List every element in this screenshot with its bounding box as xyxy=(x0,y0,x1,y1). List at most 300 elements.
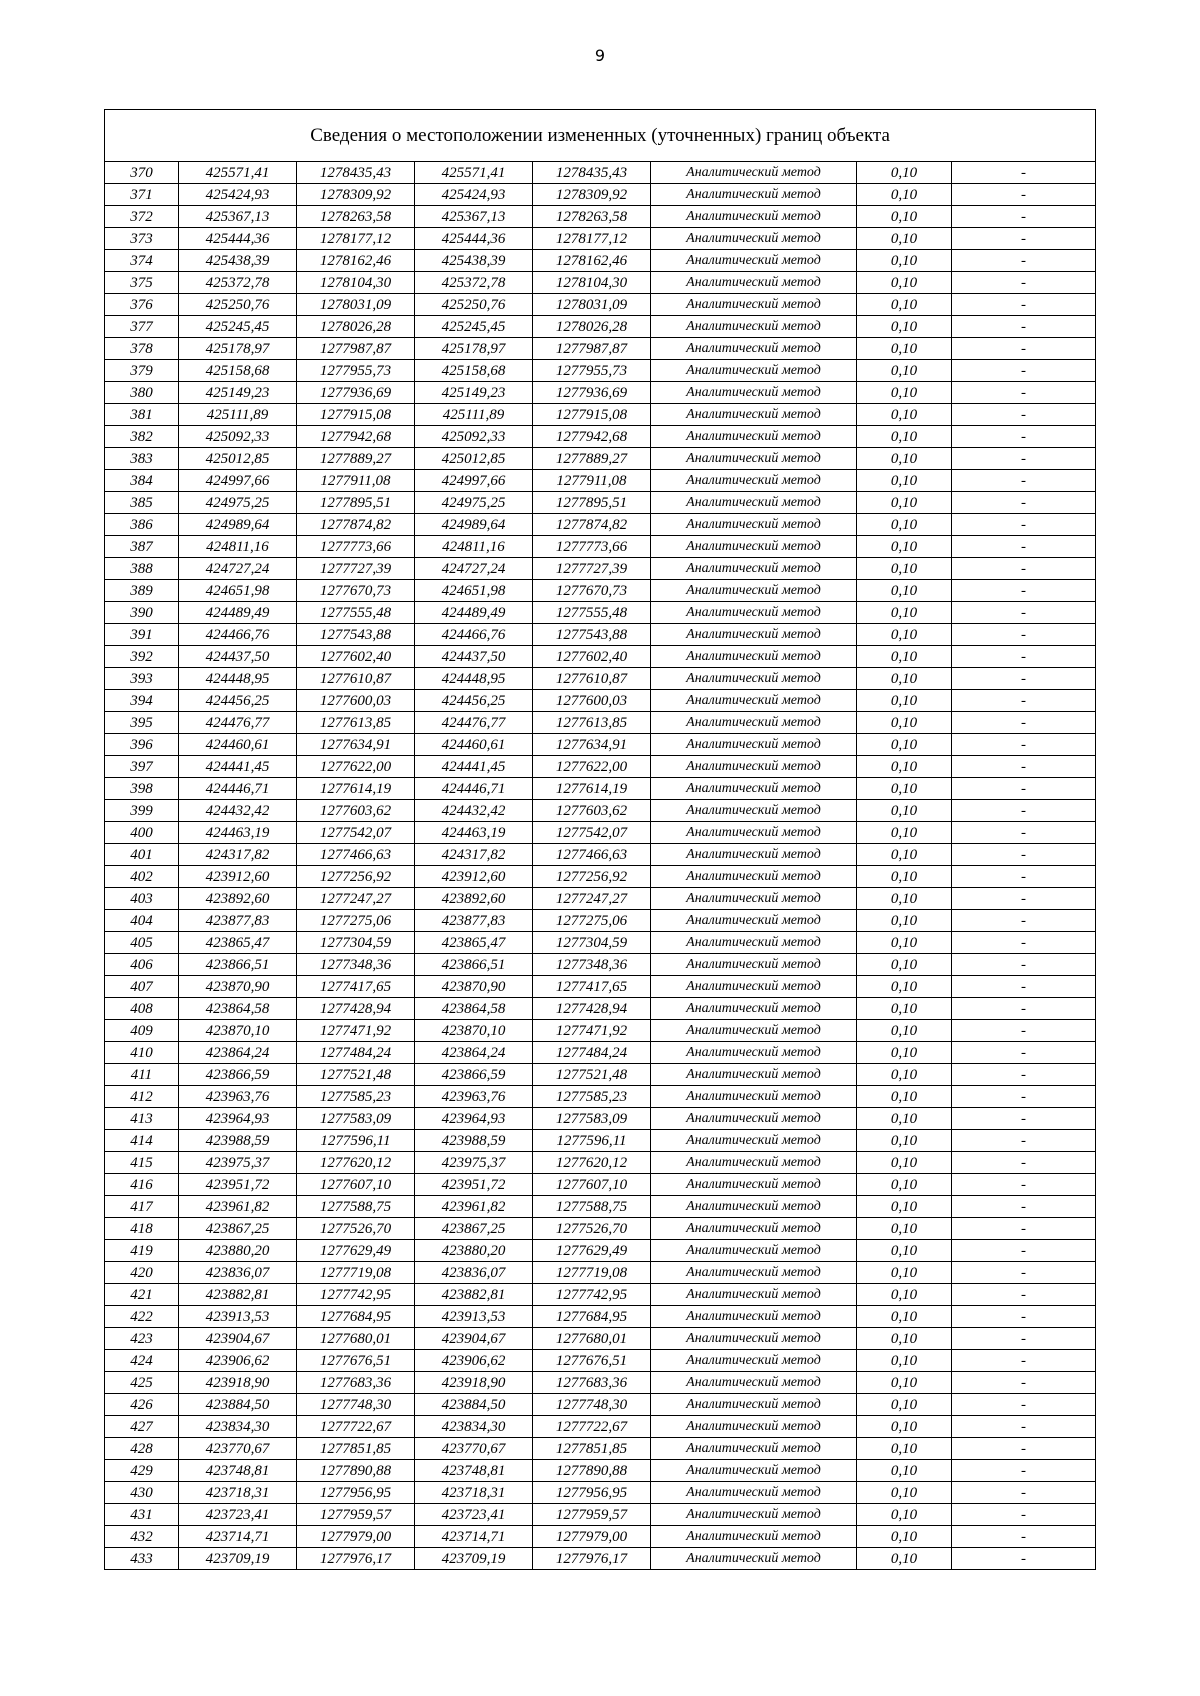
point-number-cell: 421 xyxy=(105,1284,179,1306)
precision-cell: 0,10 xyxy=(857,1064,952,1086)
x-new-cell: 423836,07 xyxy=(415,1262,533,1284)
y-existing-cell: 1277256,92 xyxy=(297,866,415,888)
description-cell: - xyxy=(952,690,1096,712)
y-new-cell: 1277851,85 xyxy=(533,1438,651,1460)
method-cell: Аналитический метод xyxy=(651,932,857,954)
y-new-cell: 1277942,68 xyxy=(533,426,651,448)
method-cell: Аналитический метод xyxy=(651,756,857,778)
y-new-cell: 1277275,06 xyxy=(533,910,651,932)
y-existing-cell: 1277247,27 xyxy=(297,888,415,910)
description-cell: - xyxy=(952,1350,1096,1372)
precision-cell: 0,10 xyxy=(857,756,952,778)
x-new-cell: 424460,61 xyxy=(415,734,533,756)
method-cell: Аналитический метод xyxy=(651,162,857,184)
y-existing-cell: 1278263,58 xyxy=(297,206,415,228)
page-number: 9 xyxy=(594,46,606,65)
x-new-cell: 424456,25 xyxy=(415,690,533,712)
table-row xyxy=(105,448,1096,470)
precision-cell: 0,10 xyxy=(857,602,952,624)
x-existing-cell: 423877,83 xyxy=(179,910,297,932)
method-cell: Аналитический метод xyxy=(651,1108,857,1130)
precision-cell: 0,10 xyxy=(857,360,952,382)
y-existing-cell: 1278177,12 xyxy=(297,228,415,250)
x-new-cell: 425178,97 xyxy=(415,338,533,360)
x-new-cell: 424463,19 xyxy=(415,822,533,844)
description-cell: - xyxy=(952,360,1096,382)
precision-cell: 0,10 xyxy=(857,668,952,690)
point-number-cell: 422 xyxy=(105,1306,179,1328)
description-cell: - xyxy=(952,470,1096,492)
x-existing-cell: 423865,47 xyxy=(179,932,297,954)
precision-cell: 0,10 xyxy=(857,888,952,910)
description-cell: - xyxy=(952,1438,1096,1460)
y-new-cell: 1277634,91 xyxy=(533,734,651,756)
method-cell: Аналитический метод xyxy=(651,1350,857,1372)
table-row xyxy=(105,1130,1096,1152)
y-existing-cell: 1277526,70 xyxy=(297,1218,415,1240)
y-new-cell: 1278263,58 xyxy=(533,206,651,228)
x-existing-cell: 424448,95 xyxy=(179,668,297,690)
y-existing-cell: 1277583,09 xyxy=(297,1108,415,1130)
precision-cell: 0,10 xyxy=(857,558,952,580)
x-new-cell: 423913,53 xyxy=(415,1306,533,1328)
point-number-cell: 388 xyxy=(105,558,179,580)
method-cell: Аналитический метод xyxy=(651,888,857,910)
x-new-cell: 424651,98 xyxy=(415,580,533,602)
description-cell: - xyxy=(952,162,1096,184)
y-new-cell: 1277680,01 xyxy=(533,1328,651,1350)
x-existing-cell: 423834,30 xyxy=(179,1416,297,1438)
y-existing-cell: 1277727,39 xyxy=(297,558,415,580)
precision-cell: 0,10 xyxy=(857,404,952,426)
table-row xyxy=(105,1196,1096,1218)
method-cell: Аналитический метод xyxy=(651,1174,857,1196)
description-cell: - xyxy=(952,382,1096,404)
x-new-cell: 423709,19 xyxy=(415,1548,533,1570)
y-existing-cell: 1278026,28 xyxy=(297,316,415,338)
point-number-cell: 406 xyxy=(105,954,179,976)
y-new-cell: 1277596,11 xyxy=(533,1130,651,1152)
x-new-cell: 423961,82 xyxy=(415,1196,533,1218)
point-number-cell: 428 xyxy=(105,1438,179,1460)
point-number-cell: 370 xyxy=(105,162,179,184)
table-row xyxy=(105,932,1096,954)
x-new-cell: 424989,64 xyxy=(415,514,533,536)
y-existing-cell: 1277603,62 xyxy=(297,800,415,822)
x-existing-cell: 423913,53 xyxy=(179,1306,297,1328)
x-new-cell: 423912,60 xyxy=(415,866,533,888)
y-existing-cell: 1277722,67 xyxy=(297,1416,415,1438)
y-existing-cell: 1278435,43 xyxy=(297,162,415,184)
y-existing-cell: 1277670,73 xyxy=(297,580,415,602)
description-cell: - xyxy=(952,1262,1096,1284)
x-existing-cell: 423864,24 xyxy=(179,1042,297,1064)
table-row xyxy=(105,1482,1096,1504)
x-existing-cell: 423882,81 xyxy=(179,1284,297,1306)
x-existing-cell: 423867,25 xyxy=(179,1218,297,1240)
table-row xyxy=(105,866,1096,888)
x-new-cell: 423882,81 xyxy=(415,1284,533,1306)
precision-cell: 0,10 xyxy=(857,426,952,448)
method-cell: Аналитический метод xyxy=(651,470,857,492)
x-existing-cell: 423975,37 xyxy=(179,1152,297,1174)
method-cell: Аналитический метод xyxy=(651,338,857,360)
x-new-cell: 423906,62 xyxy=(415,1350,533,1372)
precision-cell: 0,10 xyxy=(857,1328,952,1350)
y-existing-cell: 1277610,87 xyxy=(297,668,415,690)
point-number-cell: 392 xyxy=(105,646,179,668)
table-row xyxy=(105,580,1096,602)
y-existing-cell: 1277895,51 xyxy=(297,492,415,514)
method-cell: Аналитический метод xyxy=(651,272,857,294)
description-cell: - xyxy=(952,734,1096,756)
y-existing-cell: 1277742,95 xyxy=(297,1284,415,1306)
y-new-cell: 1277727,39 xyxy=(533,558,651,580)
x-existing-cell: 423918,90 xyxy=(179,1372,297,1394)
y-existing-cell: 1277607,10 xyxy=(297,1174,415,1196)
precision-cell: 0,10 xyxy=(857,646,952,668)
table-title-row xyxy=(105,110,1096,162)
point-number-cell: 427 xyxy=(105,1416,179,1438)
description-cell: - xyxy=(952,338,1096,360)
description-cell: - xyxy=(952,1306,1096,1328)
x-existing-cell: 425250,76 xyxy=(179,294,297,316)
x-existing-cell: 423714,71 xyxy=(179,1526,297,1548)
x-existing-cell: 424437,50 xyxy=(179,646,297,668)
precision-cell: 0,10 xyxy=(857,1086,952,1108)
precision-cell: 0,10 xyxy=(857,624,952,646)
y-existing-cell: 1277719,08 xyxy=(297,1262,415,1284)
x-new-cell: 423892,60 xyxy=(415,888,533,910)
x-existing-cell: 425111,89 xyxy=(179,404,297,426)
y-new-cell: 1277304,59 xyxy=(533,932,651,954)
method-cell: Аналитический метод xyxy=(651,976,857,998)
method-cell: Аналитический метод xyxy=(651,1482,857,1504)
precision-cell: 0,10 xyxy=(857,184,952,206)
x-new-cell: 424446,71 xyxy=(415,778,533,800)
x-new-cell: 424437,50 xyxy=(415,646,533,668)
y-new-cell: 1277610,87 xyxy=(533,668,651,690)
y-new-cell: 1278026,28 xyxy=(533,316,651,338)
point-number-cell: 409 xyxy=(105,1020,179,1042)
precision-cell: 0,10 xyxy=(857,1196,952,1218)
point-number-cell: 408 xyxy=(105,998,179,1020)
precision-cell: 0,10 xyxy=(857,272,952,294)
y-new-cell: 1277676,51 xyxy=(533,1350,651,1372)
method-cell: Аналитический метод xyxy=(651,624,857,646)
x-existing-cell: 423884,50 xyxy=(179,1394,297,1416)
table-row xyxy=(105,1526,1096,1548)
y-new-cell: 1277417,65 xyxy=(533,976,651,998)
x-new-cell: 425444,36 xyxy=(415,228,533,250)
y-existing-cell: 1278162,46 xyxy=(297,250,415,272)
y-existing-cell: 1277959,57 xyxy=(297,1504,415,1526)
table-row xyxy=(105,712,1096,734)
point-number-cell: 407 xyxy=(105,976,179,998)
y-existing-cell: 1277748,30 xyxy=(297,1394,415,1416)
y-new-cell: 1277543,88 xyxy=(533,624,651,646)
x-existing-cell: 424446,71 xyxy=(179,778,297,800)
y-new-cell: 1277874,82 xyxy=(533,514,651,536)
description-cell: - xyxy=(952,316,1096,338)
table-row xyxy=(105,250,1096,272)
x-existing-cell: 424989,64 xyxy=(179,514,297,536)
precision-cell: 0,10 xyxy=(857,514,952,536)
x-new-cell: 423877,83 xyxy=(415,910,533,932)
table-row xyxy=(105,1548,1096,1570)
y-existing-cell: 1277976,17 xyxy=(297,1548,415,1570)
table-row xyxy=(105,294,1096,316)
y-new-cell: 1277936,69 xyxy=(533,382,651,404)
method-cell: Аналитический метод xyxy=(651,426,857,448)
point-number-cell: 432 xyxy=(105,1526,179,1548)
precision-cell: 0,10 xyxy=(857,800,952,822)
description-cell: - xyxy=(952,1240,1096,1262)
table-row xyxy=(105,338,1096,360)
description-cell: - xyxy=(952,1086,1096,1108)
description-cell: - xyxy=(952,536,1096,558)
y-new-cell: 1277719,08 xyxy=(533,1262,651,1284)
x-new-cell: 424317,82 xyxy=(415,844,533,866)
y-existing-cell: 1277543,88 xyxy=(297,624,415,646)
x-existing-cell: 425178,97 xyxy=(179,338,297,360)
precision-cell: 0,10 xyxy=(857,734,952,756)
description-cell: - xyxy=(952,1196,1096,1218)
method-cell: Аналитический метод xyxy=(651,580,857,602)
precision-cell: 0,10 xyxy=(857,1548,952,1570)
point-number-cell: 430 xyxy=(105,1482,179,1504)
table-row xyxy=(105,1350,1096,1372)
y-existing-cell: 1277521,48 xyxy=(297,1064,415,1086)
point-number-cell: 418 xyxy=(105,1218,179,1240)
x-new-cell: 423865,47 xyxy=(415,932,533,954)
x-new-cell: 424975,25 xyxy=(415,492,533,514)
table-row xyxy=(105,1416,1096,1438)
method-cell: Аналитический метод xyxy=(651,316,857,338)
method-cell: Аналитический метод xyxy=(651,1548,857,1570)
method-cell: Аналитический метод xyxy=(651,998,857,1020)
description-cell: - xyxy=(952,1328,1096,1350)
precision-cell: 0,10 xyxy=(857,382,952,404)
table-row xyxy=(105,1328,1096,1350)
x-existing-cell: 423866,51 xyxy=(179,954,297,976)
y-new-cell: 1277542,07 xyxy=(533,822,651,844)
y-new-cell: 1277585,23 xyxy=(533,1086,651,1108)
x-new-cell: 425250,76 xyxy=(415,294,533,316)
x-new-cell: 423988,59 xyxy=(415,1130,533,1152)
description-cell: - xyxy=(952,250,1096,272)
y-existing-cell: 1277542,07 xyxy=(297,822,415,844)
method-cell: Аналитический метод xyxy=(651,1042,857,1064)
y-new-cell: 1277602,40 xyxy=(533,646,651,668)
precision-cell: 0,10 xyxy=(857,954,952,976)
y-new-cell: 1277889,27 xyxy=(533,448,651,470)
precision-cell: 0,10 xyxy=(857,536,952,558)
point-number-cell: 419 xyxy=(105,1240,179,1262)
method-cell: Аналитический метод xyxy=(651,822,857,844)
x-existing-cell: 424463,19 xyxy=(179,822,297,844)
y-existing-cell: 1277851,85 xyxy=(297,1438,415,1460)
precision-cell: 0,10 xyxy=(857,1306,952,1328)
x-new-cell: 423864,58 xyxy=(415,998,533,1020)
description-cell: - xyxy=(952,1108,1096,1130)
x-existing-cell: 423709,19 xyxy=(179,1548,297,1570)
table-row xyxy=(105,1394,1096,1416)
x-existing-cell: 425149,23 xyxy=(179,382,297,404)
precision-cell: 0,10 xyxy=(857,1482,952,1504)
table-row xyxy=(105,228,1096,250)
y-new-cell: 1278031,09 xyxy=(533,294,651,316)
method-cell: Аналитический метод xyxy=(651,1460,857,1482)
y-new-cell: 1277956,95 xyxy=(533,1482,651,1504)
table-row xyxy=(105,1438,1096,1460)
table-row xyxy=(105,624,1096,646)
y-existing-cell: 1278031,09 xyxy=(297,294,415,316)
x-new-cell: 425367,13 xyxy=(415,206,533,228)
y-existing-cell: 1277471,92 xyxy=(297,1020,415,1042)
boundary-coordinates-table xyxy=(104,109,1096,1570)
y-new-cell: 1277670,73 xyxy=(533,580,651,602)
description-cell: - xyxy=(952,1416,1096,1438)
table-row xyxy=(105,1174,1096,1196)
table-row xyxy=(105,1108,1096,1130)
x-existing-cell: 424441,45 xyxy=(179,756,297,778)
method-cell: Аналитический метод xyxy=(651,910,857,932)
precision-cell: 0,10 xyxy=(857,1504,952,1526)
table-row xyxy=(105,184,1096,206)
point-number-cell: 403 xyxy=(105,888,179,910)
point-number-cell: 395 xyxy=(105,712,179,734)
description-cell: - xyxy=(952,602,1096,624)
method-cell: Аналитический метод xyxy=(651,1130,857,1152)
y-existing-cell: 1277987,87 xyxy=(297,338,415,360)
point-number-cell: 386 xyxy=(105,514,179,536)
y-existing-cell: 1277634,91 xyxy=(297,734,415,756)
y-new-cell: 1277256,92 xyxy=(533,866,651,888)
x-existing-cell: 425424,93 xyxy=(179,184,297,206)
x-existing-cell: 425245,45 xyxy=(179,316,297,338)
y-existing-cell: 1277602,40 xyxy=(297,646,415,668)
y-new-cell: 1277247,27 xyxy=(533,888,651,910)
y-existing-cell: 1277613,85 xyxy=(297,712,415,734)
description-cell: - xyxy=(952,1130,1096,1152)
y-existing-cell: 1277417,65 xyxy=(297,976,415,998)
x-new-cell: 423904,67 xyxy=(415,1328,533,1350)
x-new-cell: 423718,31 xyxy=(415,1482,533,1504)
point-number-cell: 371 xyxy=(105,184,179,206)
method-cell: Аналитический метод xyxy=(651,382,857,404)
y-new-cell: 1277979,00 xyxy=(533,1526,651,1548)
method-cell: Аналитический метод xyxy=(651,668,857,690)
table-row xyxy=(105,1460,1096,1482)
x-new-cell: 425092,33 xyxy=(415,426,533,448)
y-new-cell: 1277555,48 xyxy=(533,602,651,624)
point-number-cell: 381 xyxy=(105,404,179,426)
x-new-cell: 425372,78 xyxy=(415,272,533,294)
x-new-cell: 423834,30 xyxy=(415,1416,533,1438)
x-existing-cell: 424317,82 xyxy=(179,844,297,866)
y-new-cell: 1277722,67 xyxy=(533,1416,651,1438)
precision-cell: 0,10 xyxy=(857,338,952,360)
x-existing-cell: 423912,60 xyxy=(179,866,297,888)
table-row xyxy=(105,470,1096,492)
description-cell: - xyxy=(952,492,1096,514)
y-new-cell: 1278177,12 xyxy=(533,228,651,250)
x-new-cell: 425424,93 xyxy=(415,184,533,206)
precision-cell: 0,10 xyxy=(857,206,952,228)
description-cell: - xyxy=(952,712,1096,734)
x-existing-cell: 424460,61 xyxy=(179,734,297,756)
x-existing-cell: 423951,72 xyxy=(179,1174,297,1196)
y-new-cell: 1277895,51 xyxy=(533,492,651,514)
method-cell: Аналитический метод xyxy=(651,558,857,580)
x-existing-cell: 424489,49 xyxy=(179,602,297,624)
method-cell: Аналитический метод xyxy=(651,1196,857,1218)
y-new-cell: 1277607,10 xyxy=(533,1174,651,1196)
method-cell: Аналитический метод xyxy=(651,1284,857,1306)
method-cell: Аналитический метод xyxy=(651,514,857,536)
point-number-cell: 404 xyxy=(105,910,179,932)
x-existing-cell: 423870,90 xyxy=(179,976,297,998)
table-row xyxy=(105,910,1096,932)
point-number-cell: 400 xyxy=(105,822,179,844)
point-number-cell: 383 xyxy=(105,448,179,470)
point-number-cell: 385 xyxy=(105,492,179,514)
method-cell: Аналитический метод xyxy=(651,1240,857,1262)
method-cell: Аналитический метод xyxy=(651,954,857,976)
point-number-cell: 374 xyxy=(105,250,179,272)
y-new-cell: 1277600,03 xyxy=(533,690,651,712)
x-new-cell: 423963,76 xyxy=(415,1086,533,1108)
method-cell: Аналитический метод xyxy=(651,866,857,888)
point-number-cell: 399 xyxy=(105,800,179,822)
y-existing-cell: 1277889,27 xyxy=(297,448,415,470)
precision-cell: 0,10 xyxy=(857,1284,952,1306)
precision-cell: 0,10 xyxy=(857,1416,952,1438)
description-cell: - xyxy=(952,1042,1096,1064)
x-new-cell: 425111,89 xyxy=(415,404,533,426)
precision-cell: 0,10 xyxy=(857,492,952,514)
point-number-cell: 396 xyxy=(105,734,179,756)
description-cell: - xyxy=(952,1504,1096,1526)
x-new-cell: 423866,51 xyxy=(415,954,533,976)
x-new-cell: 423975,37 xyxy=(415,1152,533,1174)
table-row xyxy=(105,1240,1096,1262)
description-cell: - xyxy=(952,1218,1096,1240)
description-cell: - xyxy=(952,888,1096,910)
point-number-cell: 423 xyxy=(105,1328,179,1350)
precision-cell: 0,10 xyxy=(857,470,952,492)
description-cell: - xyxy=(952,272,1096,294)
point-number-cell: 414 xyxy=(105,1130,179,1152)
x-new-cell: 423748,81 xyxy=(415,1460,533,1482)
description-cell: - xyxy=(952,668,1096,690)
precision-cell: 0,10 xyxy=(857,1174,952,1196)
precision-cell: 0,10 xyxy=(857,1394,952,1416)
table-row xyxy=(105,1504,1096,1526)
point-number-cell: 405 xyxy=(105,932,179,954)
description-cell: - xyxy=(952,756,1096,778)
point-number-cell: 384 xyxy=(105,470,179,492)
x-new-cell: 425571,41 xyxy=(415,162,533,184)
precision-cell: 0,10 xyxy=(857,778,952,800)
y-existing-cell: 1277466,63 xyxy=(297,844,415,866)
point-number-cell: 397 xyxy=(105,756,179,778)
y-new-cell: 1277915,08 xyxy=(533,404,651,426)
precision-cell: 0,10 xyxy=(857,1020,952,1042)
description-cell: - xyxy=(952,514,1096,536)
table-row xyxy=(105,646,1096,668)
